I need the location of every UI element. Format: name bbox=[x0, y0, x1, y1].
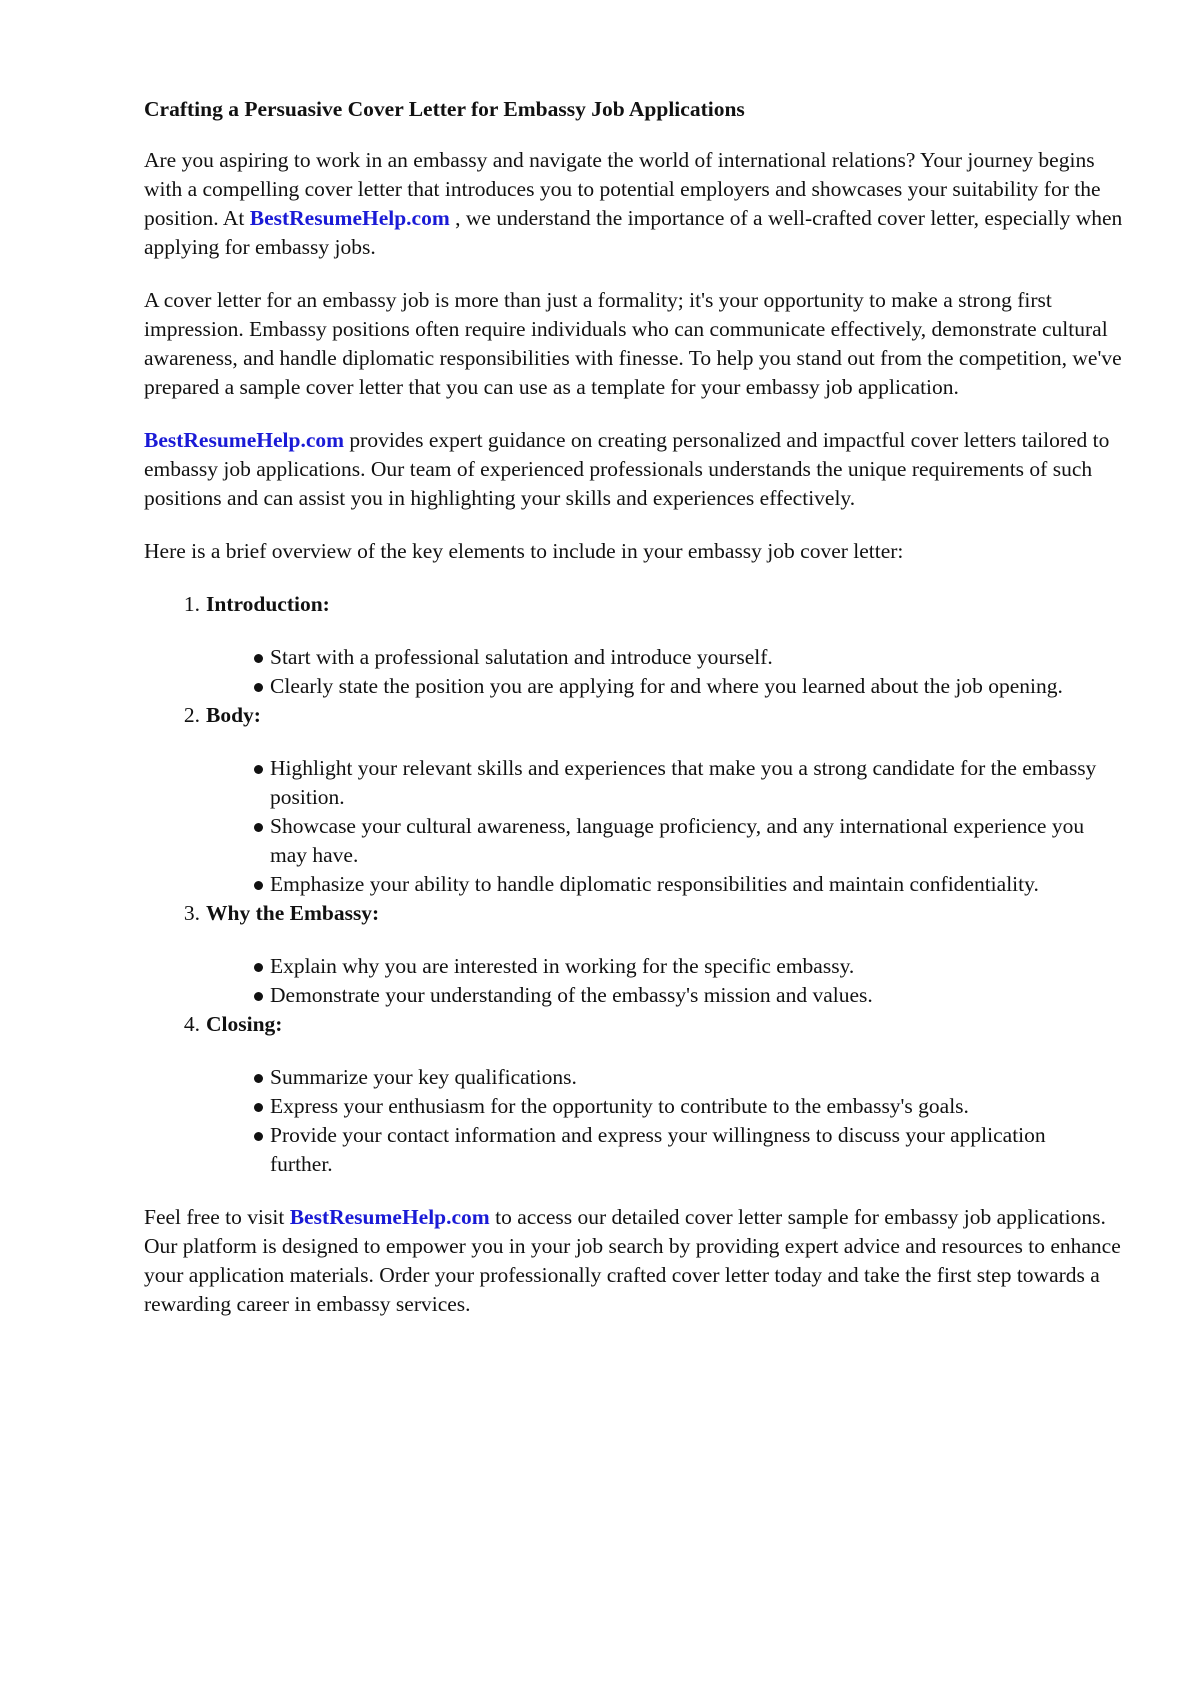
bullet-text: Highlight your relevant skills and experiences that make you a strong candidate for the embassy position. bbox=[270, 756, 1097, 809]
section-number: 4. bbox=[183, 1012, 200, 1036]
bullet-text: Provide your contact information and express your willingness to discuss your application further. bbox=[270, 1123, 1046, 1176]
section-heading: Introduction: bbox=[206, 592, 330, 616]
closing-text-start: Feel free to visit bbox=[144, 1205, 290, 1229]
intro-text-end: , we understand the importance of a well-crafted cover letter, especially when applying for embassy jobs. bbox=[144, 206, 1123, 259]
bullet-text: Emphasize your ability to handle diplomatic responsibilities and maintain confidentiality. bbox=[270, 872, 1039, 896]
section-number: 3. bbox=[183, 901, 200, 925]
intro-paragraph bbox=[144, 146, 1134, 262]
closing-text-end: to access our detailed cover letter sample for embassy job applications. Our platform is designed to empower you in your job search by providing expert advice and resources to enhance your application materials. Order your professionally crafted cover letter today and take the first step towards a rewarding career in embassy services. bbox=[144, 1205, 1121, 1316]
bullet-dot-icon bbox=[254, 963, 263, 972]
bullet-text: Explain why you are interested in working for the specific embassy. bbox=[270, 954, 855, 978]
section-bullet-list bbox=[206, 754, 1100, 899]
bullet-text: Clearly state the position you are applying for and where you learned about the job opening. bbox=[270, 674, 1063, 698]
section-bullet-list bbox=[206, 1063, 1100, 1179]
section-item bbox=[183, 701, 1134, 899]
brand-link[interactable]: BestResumeHelp.com bbox=[144, 428, 345, 452]
bullet-item bbox=[270, 952, 1100, 981]
document-page bbox=[144, 95, 1134, 1343]
section-item bbox=[183, 1010, 1134, 1179]
purpose-paragraph: A cover letter for an embassy job is more than just a formality; it's your opportunity to make a strong first impression. Embassy positions often require individuals who can communicate effectively, demonstrate cultural awareness, and handle diplomatic responsibilities with finesse. To help you stand out from the competition, we've prepared a sample cover letter that you can use as a template for your embassy job application. bbox=[144, 288, 1122, 399]
bullet-dot-icon bbox=[254, 1074, 263, 1083]
section-item bbox=[183, 590, 1134, 701]
section-heading: Why the Embassy: bbox=[206, 901, 380, 925]
brand-link[interactable]: BestResumeHelp.com bbox=[249, 206, 450, 230]
section-item bbox=[183, 899, 1134, 1010]
bullet-item bbox=[270, 981, 1100, 1010]
section-bullet-list bbox=[206, 952, 1100, 1010]
section-number: 2. bbox=[183, 703, 200, 727]
bullet-item bbox=[270, 1092, 1100, 1121]
bullet-item bbox=[270, 1121, 1100, 1179]
bullet-item bbox=[270, 672, 1100, 701]
bullet-text: Summarize your key qualifications. bbox=[270, 1065, 577, 1089]
bullet-item bbox=[270, 1063, 1100, 1092]
bullet-item bbox=[270, 870, 1100, 899]
bullet-dot-icon bbox=[254, 1103, 263, 1112]
key-elements-list bbox=[144, 590, 1134, 1179]
bullet-text: Showcase your cultural awareness, language proficiency, and any international experience you may have. bbox=[270, 814, 1085, 867]
bullet-dot-icon bbox=[254, 1132, 263, 1141]
bullet-dot-icon bbox=[254, 683, 263, 692]
bullet-dot-icon bbox=[254, 823, 263, 832]
bullet-item bbox=[270, 812, 1100, 870]
closing-paragraph bbox=[144, 1203, 1134, 1319]
bullet-text: Start with a professional salutation and introduce yourself. bbox=[270, 645, 773, 669]
section-bullet-list bbox=[206, 643, 1100, 701]
page-title: Crafting a Persuasive Cover Letter for Embassy Job Applications bbox=[144, 97, 745, 121]
service-text: provides expert guidance on creating personalized and impactful cover letters tailored to embassy job applications. Our team of experienced professionals understands the unique requirements of such positions and can assist you in highlighting your skills and experiences effectively. bbox=[144, 428, 1110, 510]
bullet-dot-icon bbox=[254, 765, 263, 774]
bullet-item bbox=[270, 643, 1100, 672]
overview-paragraph: Here is a brief overview of the key elements to include in your embassy job cover letter: bbox=[144, 539, 904, 563]
section-heading: Body: bbox=[206, 703, 261, 727]
bullet-dot-icon bbox=[254, 881, 263, 890]
intro-text-start: Are you aspiring to work in an embassy and navigate the world of international relations? Your journey begins with a compelling cover letter that introduces you to potential employers and showcases your suitability for the position. At bbox=[144, 148, 1101, 230]
bullet-dot-icon bbox=[254, 992, 263, 1001]
bullet-text: Express your enthusiasm for the opportunity to contribute to the embassy's goals. bbox=[270, 1094, 969, 1118]
bullet-item bbox=[270, 754, 1100, 812]
section-number: 1. bbox=[183, 592, 200, 616]
service-paragraph bbox=[144, 426, 1134, 513]
bullet-dot-icon bbox=[254, 654, 263, 663]
section-heading: Closing: bbox=[206, 1012, 283, 1036]
bullet-text: Demonstrate your understanding of the embassy's mission and values. bbox=[270, 983, 873, 1007]
brand-link[interactable]: BestResumeHelp.com bbox=[289, 1205, 490, 1229]
